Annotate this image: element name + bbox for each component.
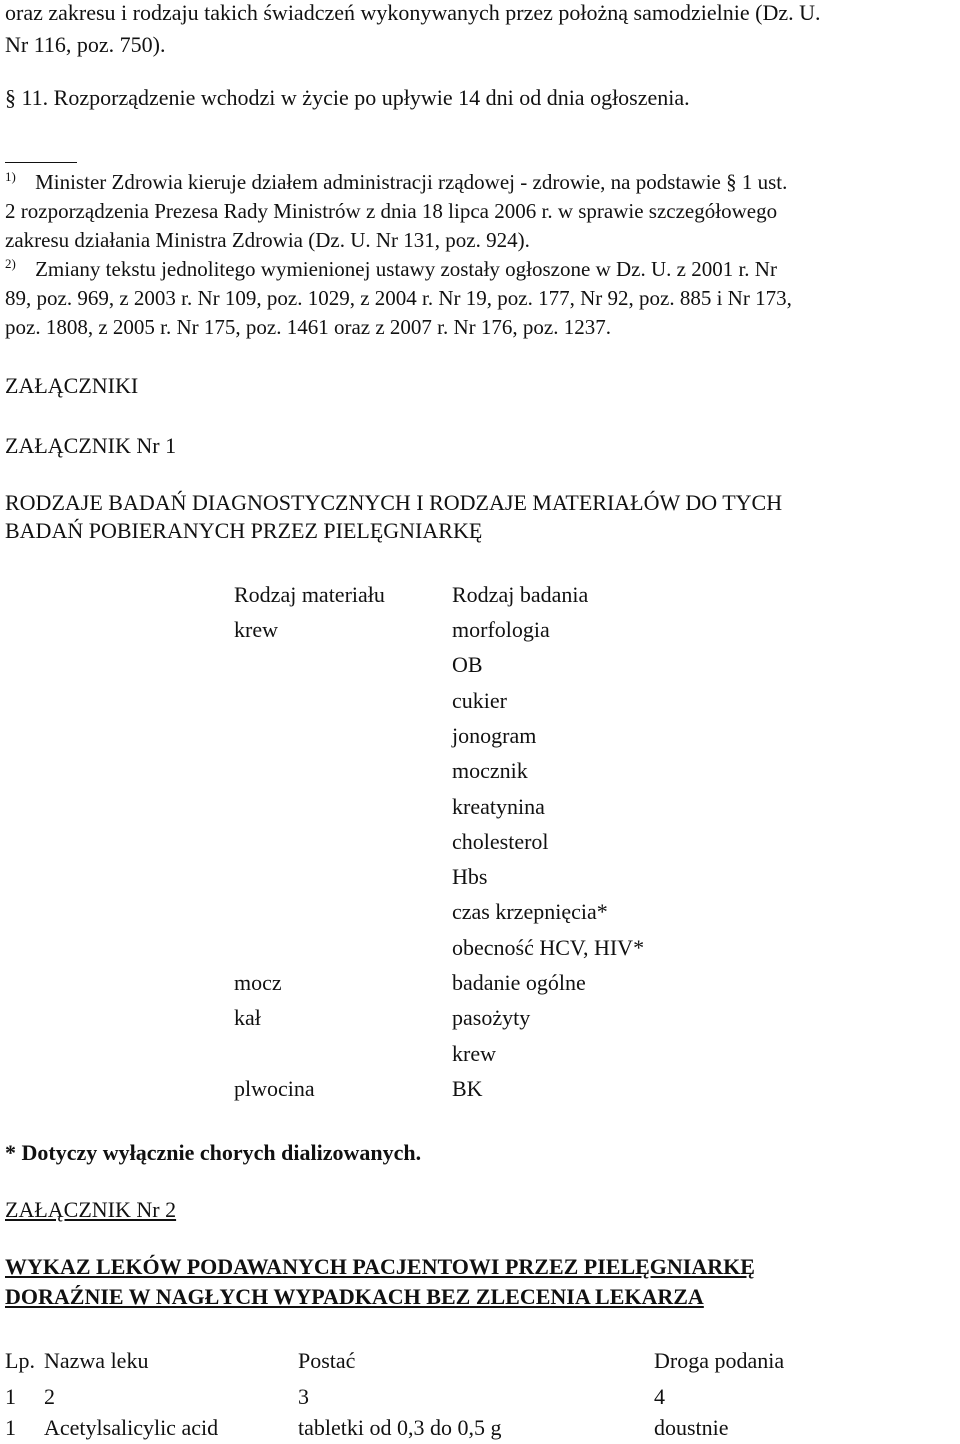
material-cell: plwocina: [234, 1076, 315, 1101]
drug-num-1: 1: [5, 1384, 16, 1409]
test-cell: cholesterol: [452, 829, 549, 854]
col-header-test: Rodzaj badania: [452, 582, 589, 607]
footnote-1-line-2: 2 rozporządzenia Prezesa Rady Ministrów z dnia 18 lipca 2006 r. w sprawie szczegółowego: [5, 199, 778, 223]
drug-num-2: 2: [44, 1384, 55, 1409]
test-cell: Hbs: [452, 864, 488, 889]
test-cell: czas krzepnięcia*: [452, 899, 608, 924]
test-cell: OB: [452, 652, 483, 677]
material-cell: kał: [234, 1005, 261, 1030]
attachments-heading: ZAŁĄCZNIKI: [5, 373, 139, 398]
test-cell: kreatynina: [452, 794, 545, 819]
test-cell: pasożyty: [452, 1005, 531, 1030]
annex-2-title-line-2: DORAŹNIE W NAGŁYCH WYPADKACH BEZ ZLECENIA LEKARZA: [5, 1284, 704, 1309]
drug-num-3: 3: [298, 1384, 309, 1409]
footnote-2-text-1: Zmiany tekstu jednolitego wymienionej ustawy zostały ogłoszone w Dz. U. z 2001 r. Nr: [35, 257, 777, 281]
footnote-1-mark: 1): [5, 169, 16, 184]
test-cell: jonogram: [452, 723, 537, 748]
test-cell: morfologia: [452, 617, 550, 642]
drug-row-1-route: doustnie: [654, 1415, 729, 1440]
test-cell: cukier: [452, 688, 507, 713]
drug-col-lp: Lp.: [5, 1348, 35, 1373]
footnote-2-mark: 2): [5, 256, 16, 271]
footnote-2-line-2: 89, poz. 969, z 2003 r. Nr 109, poz. 1029, z 2004 r. Nr 19, poz. 177, Nr 92, poz. 885 i Nr 173,: [5, 286, 792, 310]
footnote-1-line-1: [5, 170, 787, 195]
footnote-1-text-1: Minister Zdrowia kieruje działem administracji rządowej - zdrowie, na podstawie § 1 ust.: [35, 170, 788, 194]
drug-row-1-name: Acetylsalicylic acid: [44, 1415, 219, 1440]
paragraph-11: § 11. Rozporządzenie wchodzi w życie po upływie 14 dni od dnia ogłoszenia.: [5, 85, 690, 110]
footnote-1-line-3: zakresu działania Ministra Zdrowia (Dz. U. Nr 131, poz. 924).: [5, 228, 530, 252]
footnote-2-line-1: [5, 257, 777, 282]
intro-line-1: oraz zakresu i rodzaju takich świadczeń wykonywanych przez położną samodzielnie (Dz. U.: [5, 0, 821, 25]
test-cell: mocznik: [452, 758, 528, 783]
footnote-2-line-3: poz. 1808, z 2005 r. Nr 175, poz. 1461 oraz z 2007 r. Nr 176, poz. 1237.: [5, 315, 611, 339]
footnote-separator: [5, 162, 77, 163]
dialysis-note: * Dotyczy wyłącznie chorych dializowanych.: [5, 1140, 422, 1165]
drug-row-1-lp: 1: [5, 1415, 16, 1440]
drug-row-1-form: tabletki od 0,3 do 0,5 g: [298, 1415, 502, 1440]
col-header-material: Rodzaj materiału: [234, 582, 385, 607]
annex-2-heading: ZAŁĄCZNIK Nr 2: [5, 1197, 177, 1222]
annex-1-title-line-2: BADAŃ POBIERANYCH PRZEZ PIELĘGNIARKĘ: [5, 518, 483, 543]
material-cell: mocz: [234, 970, 282, 995]
annex-2-title-line-1: WYKAZ LEKÓW PODAWANYCH PACJENTOWI PRZEZ PIELĘGNIARKĘ: [5, 1254, 755, 1279]
intro-line-2: Nr 116, poz. 750).: [5, 32, 166, 57]
test-cell: badanie ogólne: [452, 970, 586, 995]
annex-1-heading: ZAŁĄCZNIK Nr 1: [5, 433, 177, 458]
test-cell: krew: [452, 1041, 496, 1066]
drug-num-4: 4: [654, 1384, 665, 1409]
material-cell: krew: [234, 617, 278, 642]
test-cell: BK: [452, 1076, 483, 1101]
drug-col-name: Nazwa leku: [44, 1348, 149, 1373]
annex-1-title-line-1: RODZAJE BADAŃ DIAGNOSTYCZNYCH I RODZAJE MATERIAŁÓW DO TYCH: [5, 490, 783, 515]
drug-col-route: Droga podania: [654, 1348, 785, 1373]
drug-col-form: Postać: [298, 1348, 356, 1373]
test-cell: obecność HCV, HIV*: [452, 935, 645, 960]
